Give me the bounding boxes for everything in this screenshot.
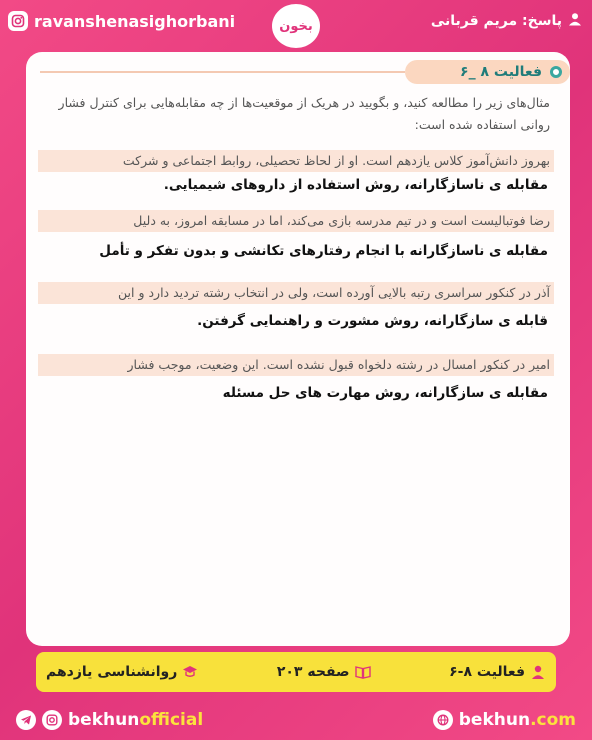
- book-icon: [355, 664, 371, 680]
- footer-page-text: صفحه ۲۰۳: [276, 664, 350, 680]
- footer-subject: [46, 664, 198, 680]
- answer-text: مقابله ی ناسازگارانه، روش استفاده از داروهای شیمیایی.: [163, 177, 548, 193]
- footer-activity: [449, 664, 546, 680]
- content-card: [26, 52, 570, 646]
- activity-title: فعالیت ۸ _۶: [460, 64, 542, 80]
- instagram-icon: [42, 710, 62, 730]
- answer-text: مقابله ی ناسازگارانه با انجام رفتارهای تکانشی و بدون تفکر و تأمل: [99, 243, 548, 259]
- question-text: رضا فوتبالیست است و در تیم مدرسه بازی می‌کند، اما در مسابقه امروز، به دلیل: [133, 213, 550, 228]
- website-link[interactable]: [433, 710, 576, 730]
- top-bar: [0, 0, 592, 42]
- user-icon: [568, 12, 582, 30]
- social-handle-text: bekhunofficial: [68, 710, 204, 730]
- bekhun-logo: [272, 4, 320, 48]
- globe-icon: [433, 710, 453, 730]
- student-icon: [530, 664, 546, 680]
- intro-text: مثال‌های زیر را مطالعه کنید، و بگویید در هریک از موقعیت‌ها از چه مقابله‌هایی برای کنترل فشار روانی استفاده شده است:: [58, 95, 550, 132]
- question-text: بهروز دانش‌آموز کلاس یازدهم است. او از لحاظ تحصیلی، روابط اجتماعی و شرکت: [122, 153, 550, 168]
- footer-activity-text: فعالیت ۸-۶: [449, 664, 525, 680]
- logo-text: بخون: [279, 18, 313, 34]
- answer-text: مقابله ی سازگارانه، روش مهارت های حل مسئله: [222, 385, 548, 401]
- title-divider: [40, 71, 405, 73]
- social-handle[interactable]: [16, 710, 203, 730]
- answer-author: [431, 8, 582, 34]
- footer-page: [277, 664, 371, 680]
- bullet-icon: [550, 66, 562, 78]
- activity-title-pill: [405, 60, 570, 84]
- instagram-icon: [8, 11, 28, 31]
- answer-text: قابله ی سازگارانه، روش مشورت و راهنمایی گرفتن.: [197, 313, 548, 329]
- bottom-bar: [0, 700, 592, 740]
- instagram-handle[interactable]: [8, 8, 235, 34]
- telegram-icon: [16, 710, 36, 730]
- question-text: آذر در کنکور سراسری رتبه بالایی آورده است، ولی در انتخاب رشته تردید دارد و این: [118, 285, 550, 300]
- graduation-cap-icon: [182, 664, 198, 680]
- website-text: bekhun.com: [458, 710, 576, 730]
- question-text: امیر در کنکور امسال در رشته دلخواه قبول نشده است. این وضعیت، موجب فشار: [127, 357, 550, 372]
- answer-author-text: پاسخ: مریم قربانی: [430, 13, 562, 29]
- instagram-handle-text: ravanshenasighorbani: [34, 11, 236, 31]
- footer-subject-text: روانشناسی یازدهم: [46, 664, 178, 680]
- footer-bar: [36, 652, 556, 692]
